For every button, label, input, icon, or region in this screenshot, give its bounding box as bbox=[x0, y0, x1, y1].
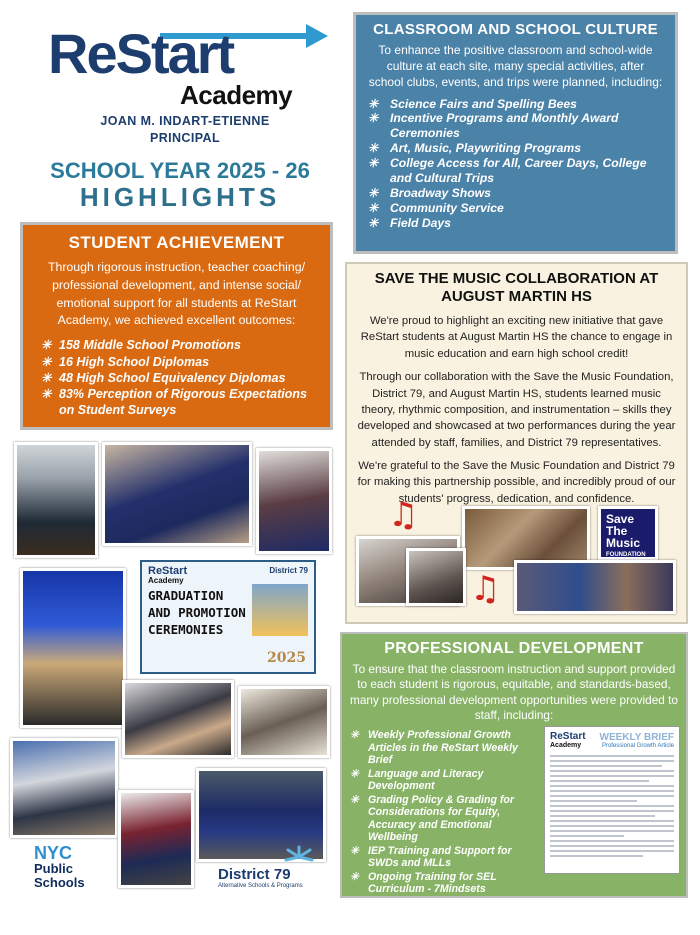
achievement-list bbox=[41, 337, 320, 418]
list-item bbox=[350, 845, 535, 870]
achievement-item-text: 48 High School Equivalency Diplomas bbox=[59, 370, 286, 385]
public-text: Public bbox=[34, 861, 74, 876]
gradcard-district: District 79 bbox=[269, 566, 308, 575]
culture-item-text: Incentive Programs and Monthly Award Ceremonies bbox=[390, 111, 619, 141]
starburst-icon bbox=[284, 846, 314, 868]
brief-logo-academy: Academy bbox=[550, 742, 582, 749]
asterisk-icon: ✳ bbox=[350, 870, 359, 883]
asterisk-icon: ✳ bbox=[368, 200, 379, 215]
list-item bbox=[350, 897, 535, 922]
stm-logo-line: The bbox=[606, 524, 628, 539]
culture-list bbox=[368, 97, 663, 231]
classroom-culture-panel bbox=[353, 12, 678, 254]
list-item bbox=[368, 216, 663, 231]
culture-heading: CLASSROOM AND SCHOOL CULTURE bbox=[373, 21, 658, 38]
district-subtitle: Alternative Schools & Programs bbox=[218, 883, 303, 889]
gradcard-logo-academy: Academy bbox=[148, 576, 184, 585]
staff-balloons-photo bbox=[20, 568, 126, 728]
principal-title: PRINCIPAL bbox=[149, 131, 221, 145]
asterisk-icon: ✳ bbox=[41, 370, 52, 385]
staff-group-photo bbox=[122, 680, 234, 758]
student-achievement-panel bbox=[20, 222, 333, 430]
music-paragraph-1: We're proud to highlight an exciting new initiative that gave ReStart students at August Martin HS the chance to engage in music education and earn high school credit! bbox=[360, 315, 673, 360]
gradcard-logo bbox=[148, 566, 187, 585]
gradcard-logo-text: ReStart bbox=[148, 565, 188, 577]
achievement-item-text: 16 High School Diplomas bbox=[59, 354, 210, 369]
logo-re-text: Re bbox=[48, 22, 116, 85]
list-item bbox=[350, 923, 535, 935]
list-item bbox=[368, 156, 663, 186]
pd-list bbox=[350, 729, 535, 935]
asterisk-icon: ✳ bbox=[350, 922, 359, 935]
asterisk-icon: ✳ bbox=[368, 185, 379, 200]
music-note-icon: ♫ bbox=[470, 569, 501, 609]
pd-item-text: Language and Literacy Development bbox=[368, 767, 484, 793]
district-text: District 79 bbox=[218, 866, 291, 883]
asterisk-icon: ✳ bbox=[368, 215, 379, 230]
brief-text-lines bbox=[550, 755, 674, 857]
culture-item-text: Community Service bbox=[390, 200, 504, 215]
highlights-title: HIGHLIGHTS bbox=[79, 182, 281, 212]
culture-item-text: College Access for All, Career Days, College and Cultural Trips bbox=[390, 156, 647, 185]
culture-body: To enhance the positive classroom and school-wide culture at each site, many special activities, after school clubs, events, and trips were planned, including: bbox=[368, 43, 663, 90]
music-paragraph-3: We're grateful to the Save the Music Foundation and District 79 for making this partnership possible, and incredibly proud of our students' progress, dedication, and confidence. bbox=[357, 460, 676, 505]
stm-logo-line: FOUNDATION bbox=[606, 551, 646, 558]
pd-item-text: Math Coaching bbox=[368, 922, 444, 935]
music-audience-photo bbox=[406, 548, 466, 606]
asterisk-icon: ✳ bbox=[41, 354, 52, 369]
list-item bbox=[368, 201, 663, 216]
list-item bbox=[368, 141, 663, 156]
brief-subtitle: Professional Growth Article bbox=[601, 743, 674, 749]
gradcard-title: GRADUATION AND PROMOTION CEREMONIES bbox=[148, 588, 246, 637]
list-item bbox=[41, 354, 320, 370]
asterisk-icon: ✳ bbox=[368, 156, 379, 171]
asterisk-icon: ✳ bbox=[350, 793, 359, 806]
restart-academy-logo bbox=[40, 18, 320, 110]
asterisk-icon: ✳ bbox=[41, 387, 52, 402]
asterisk-icon: ✳ bbox=[350, 896, 359, 909]
brief-logo-text: ReStart bbox=[550, 731, 586, 742]
logo-academy-text: Academy bbox=[180, 80, 293, 110]
pd-item-text: IEP Training and Support for SWDs and MLLs bbox=[368, 844, 512, 870]
culture-item-text: Art, Music, Playwriting Programs bbox=[390, 141, 581, 156]
asterisk-icon: ✳ bbox=[350, 729, 359, 742]
asterisk-icon: ✳ bbox=[350, 767, 359, 780]
school-year-title: SCHOOL YEAR 2025 - 26 bbox=[50, 158, 310, 183]
achievement-item-text: 83% Perception of Rigorous Expectations on Student Surveys bbox=[59, 387, 307, 418]
principal-name: JOAN M. INDART-ETIENNE bbox=[100, 114, 270, 128]
list-item bbox=[41, 386, 320, 419]
pd-item-text: Weekly Professional Growth Articles in the ReStart Weekly Brief bbox=[368, 729, 518, 767]
diploma-presentation-photo bbox=[238, 686, 330, 758]
music-note-icon: ♫ bbox=[388, 495, 419, 535]
nyc-public-schools-logo bbox=[34, 844, 100, 889]
brief-title: WEEKLY BRIEF bbox=[599, 732, 674, 743]
pd-item-text: Grading Policy & Grading for Considerations for Equity, Accuracy and Emotional Wellbeing bbox=[368, 793, 514, 844]
music-stage-photo bbox=[514, 560, 676, 614]
district-79-logo bbox=[218, 852, 338, 889]
music-heading: SAVE THE MUSIC COLLABORATION AT AUGUST MARTIN HS bbox=[374, 270, 659, 305]
list-item bbox=[41, 370, 320, 386]
students-certificates-photo bbox=[10, 738, 118, 838]
asterisk-icon: ✳ bbox=[368, 96, 379, 111]
brief-header bbox=[550, 732, 674, 749]
list-item bbox=[350, 729, 535, 767]
pd-heading: PROFESSIONAL DEVELOPMENT bbox=[384, 640, 644, 657]
schools-text: Schools bbox=[34, 874, 85, 890]
music-paragraph-2: Through our collaboration with the Save the Music Foundation, District 79, and August Martin HS, students learned music theory, rhythmic composition, and instrumentation – skills they developed and showcased at two performances during the year attended by staff, families, and District 79 representatives. bbox=[357, 371, 676, 449]
asterisk-icon: ✳ bbox=[368, 141, 379, 156]
student-parent-photo bbox=[118, 790, 194, 888]
achievement-body: Through rigorous instruction, teacher coaching/ professional development, and intense social/ emotional support for all students at ReStart Academy, we achieved excellent outcomes: bbox=[47, 260, 305, 328]
list-item bbox=[350, 794, 535, 844]
culture-item-text: Field Days bbox=[390, 215, 451, 230]
graduate-silhouette-icon bbox=[252, 584, 308, 636]
list-item bbox=[368, 186, 663, 201]
list-item bbox=[350, 768, 535, 793]
gradcard-year: 2025 bbox=[267, 650, 306, 666]
culture-item-text: Broadway Shows bbox=[390, 185, 491, 200]
podium-speaker-photo bbox=[14, 442, 98, 558]
graduates-group-photo bbox=[102, 442, 252, 546]
asterisk-icon: ✳ bbox=[368, 111, 379, 126]
culture-item-text: Science Fairs and Spelling Bees bbox=[390, 96, 577, 111]
stm-logo-line: Music bbox=[606, 536, 641, 551]
brief-title-block bbox=[600, 732, 674, 749]
nyc-text: NYC bbox=[34, 843, 73, 863]
stm-logo-line: Save bbox=[606, 512, 635, 526]
pd-body: To ensure that the classroom instruction and support provided to each student is rigorous, equitable, and standards-based, many professional development opportunities were provided to staff, including: bbox=[350, 662, 678, 722]
asterisk-icon: ✳ bbox=[41, 338, 52, 353]
pd-item-text: Digital Learning and Leveraging AI Tools bbox=[368, 896, 530, 922]
brief-logo bbox=[550, 732, 586, 749]
list-item bbox=[368, 111, 663, 141]
weekly-brief-document bbox=[544, 726, 680, 874]
pd-item-text: Ongoing Training for SEL Curriculum - 7Mindsets bbox=[368, 870, 497, 896]
achievement-item-text: 158 Middle School Promotions bbox=[59, 338, 241, 353]
logo-wordmark bbox=[48, 22, 234, 85]
logo-start-text: Start bbox=[115, 22, 234, 85]
diploma-graduates-photo bbox=[256, 448, 332, 554]
list-item bbox=[41, 337, 320, 353]
asterisk-icon: ✳ bbox=[350, 844, 359, 857]
achievement-heading: STUDENT ACHIEVEMENT bbox=[68, 233, 285, 252]
list-item bbox=[368, 97, 663, 112]
list-item bbox=[350, 871, 535, 896]
graduation-ceremonies-card bbox=[140, 560, 316, 674]
save-the-music-logo bbox=[598, 506, 658, 560]
